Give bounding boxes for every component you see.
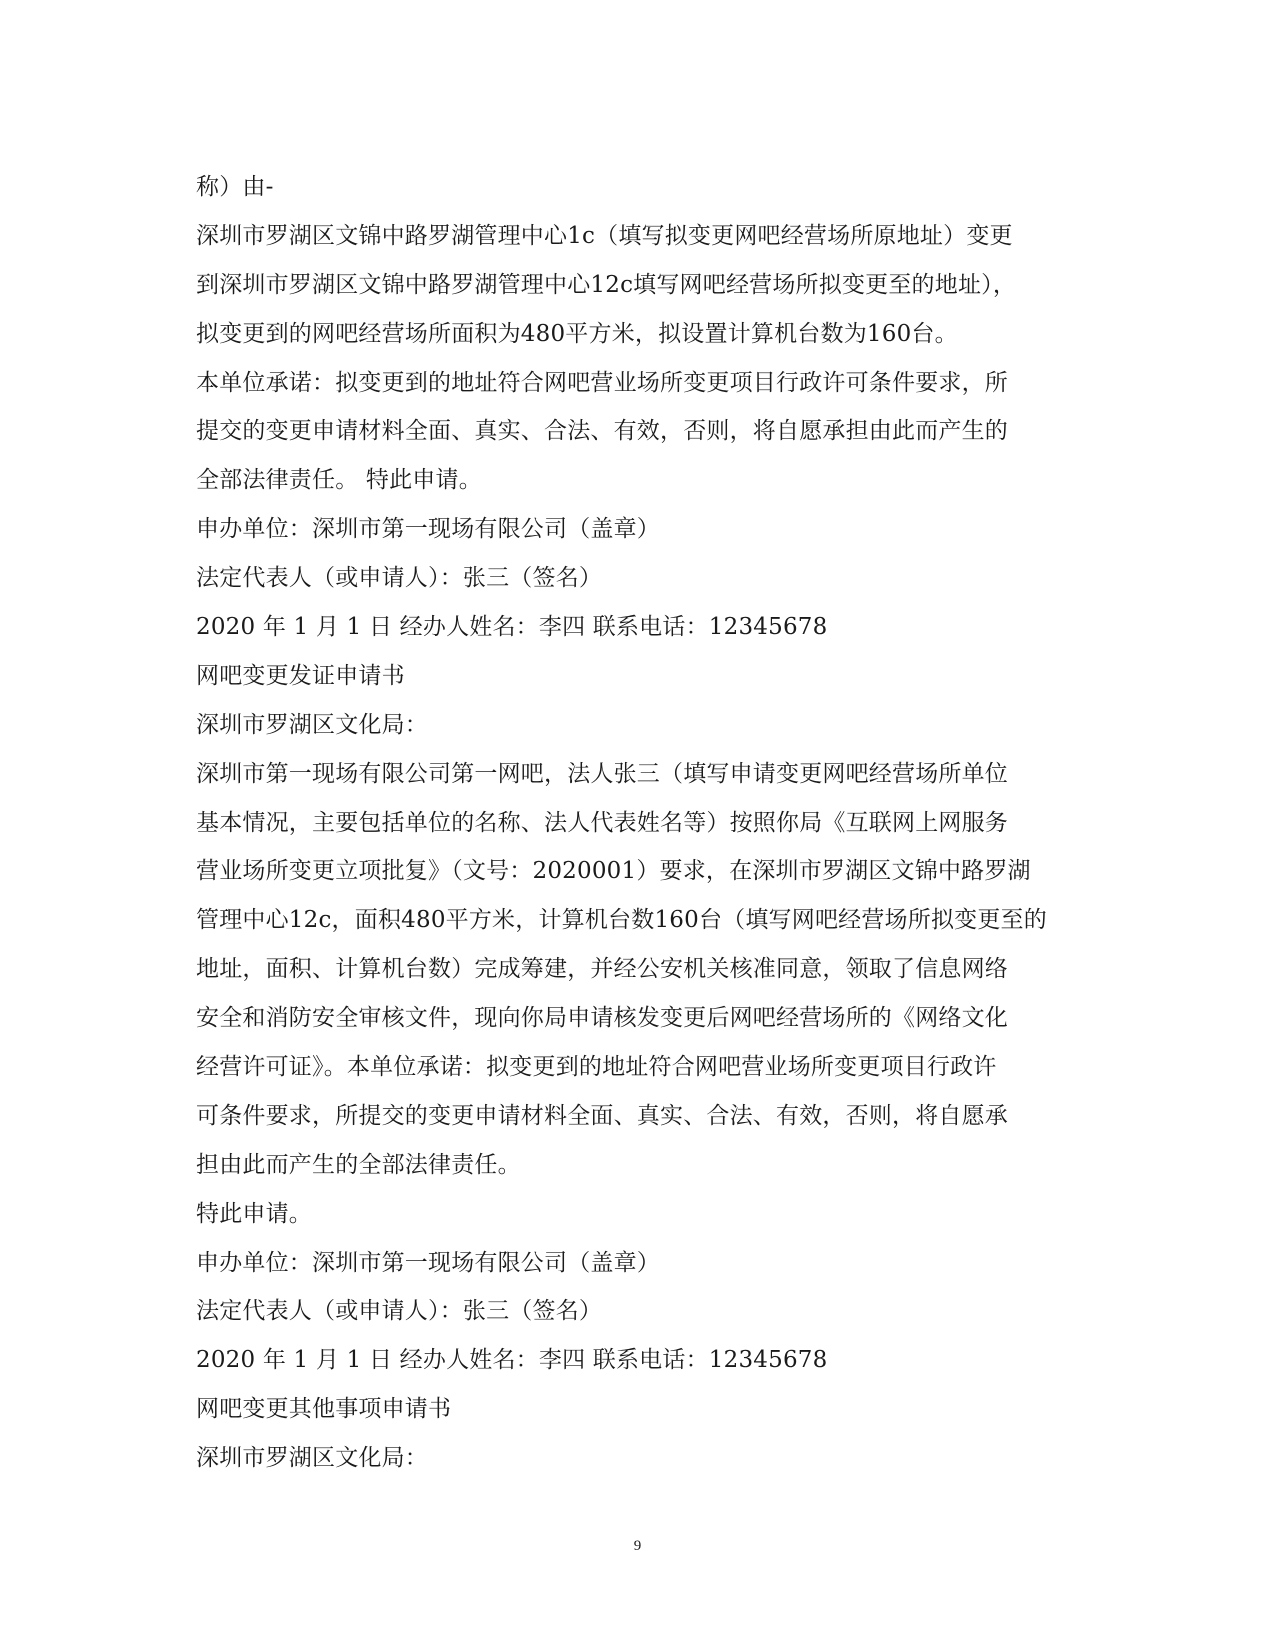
closing-line: 特此申请。: [196, 1200, 312, 1227]
text-line: 基本情况，主要包括单位的名称、法人代表姓名等）按照你局《互联网上网服务: [196, 809, 1008, 836]
text-line: 深圳市罗湖区文锦中路罗湖管理中心1c（填写拟变更网吧经营场所原地址）变更: [196, 222, 1013, 249]
text-line: 深圳市第一现场有限公司第一网吧，法人张三（填写申请变更网吧经营场所单位: [196, 760, 1008, 787]
page-number: 9: [633, 1538, 642, 1554]
text-line: 提交的变更申请材料全面、真实、合法、有效，否则，将自愿承担由此而产生的: [196, 418, 1008, 445]
document-body: [196, 163, 1096, 1483]
section-heading: 网吧变更发证申请书: [196, 662, 405, 689]
date-contact-line: 2020 年 1 月 1 日 经办人姓名：李四 联系电话：12345678: [196, 1347, 828, 1374]
text-line: 营业场所变更立项批复》（文号：2020001）要求，在深圳市罗湖区文锦中路罗湖: [196, 858, 1031, 885]
section-heading: 网吧变更其他事项申请书: [196, 1396, 452, 1423]
addressee-line: 深圳市罗湖区文化局：: [196, 1445, 428, 1472]
applicant-unit-line: 申办单位：深圳市第一现场有限公司（盖章）: [196, 1249, 660, 1276]
text-line: 称）由-: [196, 174, 274, 200]
text-line: 地址，面积、计算机台数）完成筹建，并经公安机关核准同意，领取了信息网络: [196, 956, 1008, 983]
text-line: 本单位承诺：拟变更到的地址符合网吧营业场所变更项目行政许可条件要求，所: [196, 369, 1008, 396]
text-line: 拟变更到的网吧经营场所面积为480平方米，拟设置计算机台数为160台。: [196, 320, 958, 347]
text-line: 全部法律责任。 特此申请。: [196, 467, 482, 494]
legal-representative-line: 法定代表人（或申请人）：张三（签名）: [196, 1298, 603, 1325]
text-line: 可条件要求，所提交的变更申请材料全面、真实、合法、有效，否则，将自愿承: [196, 1102, 1008, 1129]
addressee-line: 深圳市罗湖区文化局：: [196, 711, 428, 738]
text-line: 担由此而产生的全部法律责任。: [196, 1151, 521, 1178]
applicant-unit-line: 申办单位：深圳市第一现场有限公司（盖章）: [196, 516, 660, 543]
text-line: 到深圳市罗湖区文锦中路罗湖管理中心12c填写网吧经营场所拟变更至的地址），: [196, 271, 1017, 298]
text-line: 安全和消防安全审核文件，现向你局申请核发变更后网吧经营场所的《网络文化: [196, 1005, 1008, 1032]
text-line: 管理中心12c，面积480平方米，计算机台数160台（填写网吧经营场所拟变更至的: [196, 907, 1047, 934]
text-line: 经营许可证》。本单位承诺：拟变更到的地址符合网吧营业场所变更项目行政许: [196, 1054, 997, 1081]
date-contact-line: 2020 年 1 月 1 日 经办人姓名：李四 联系电话：12345678: [196, 614, 828, 641]
legal-representative-line: 法定代表人（或申请人）：张三（签名）: [196, 565, 603, 592]
